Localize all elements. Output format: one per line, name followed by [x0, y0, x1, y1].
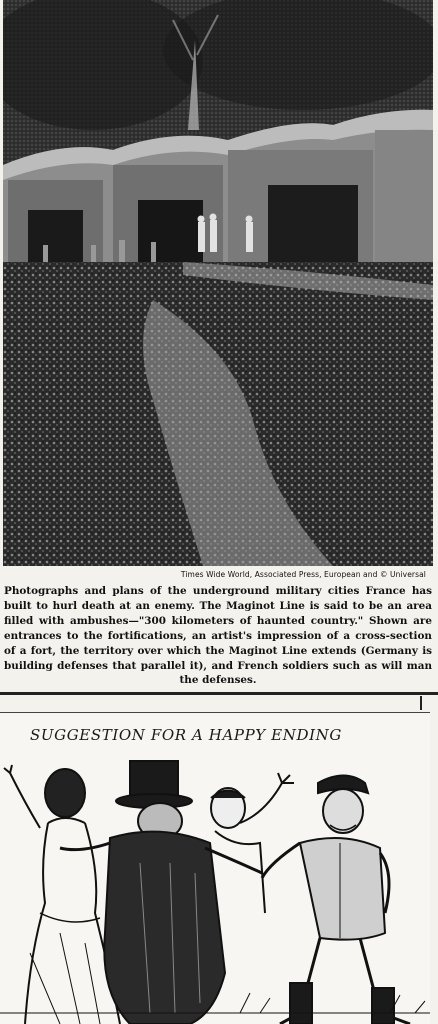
cartoon-title: SUGGESTION FOR A HAPPY ENDING — [30, 726, 342, 744]
divider-tick — [420, 696, 422, 710]
photo-credit: Times Wide World, Associated Press, European and © Universal — [180, 570, 426, 579]
cartoon-illustration — [0, 712, 430, 1024]
fortification-photo — [3, 0, 433, 566]
photo-caption: Photographs and plans of the underground military cities France has built to hurl death at an enemy. The Maginot Line is said to be an area filled with ambushes—"300 kilometers of haunted country." Shown are entrances to the fortifications, an artist's impression of a cross-section of a fort, the territory over which the Maginot Line extends (Germany is building defenses that parallel it), and French soldiers such as will man the defenses. — [4, 585, 432, 687]
divider — [0, 692, 438, 695]
